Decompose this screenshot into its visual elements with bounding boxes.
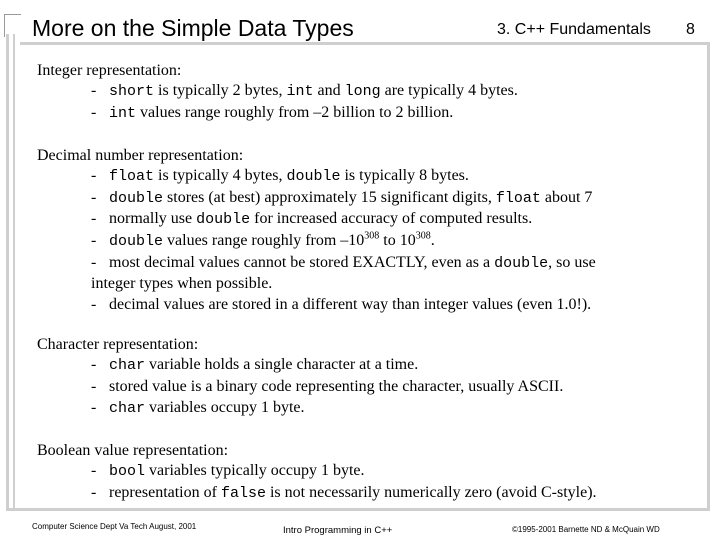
item-text: is typically 2 bytes, — [154, 82, 287, 99]
section-heading: Integer representation: — [37, 62, 182, 79]
page-number: 8 — [686, 21, 695, 38]
item-text: stores (at best) approximately 15 significant digits, — [163, 188, 496, 206]
code-keyword: float — [495, 189, 541, 207]
left-border-bar-inner — [13, 34, 15, 508]
list-item — [37, 253, 702, 275]
character-section — [37, 335, 702, 419]
bullet: - — [91, 356, 97, 374]
code-keyword: double — [109, 232, 164, 250]
code-keyword: long — [344, 83, 381, 100]
section-heading: Character representation: — [37, 336, 199, 354]
integer-section — [37, 61, 702, 124]
left-border-bar — [6, 34, 9, 508]
footer-department: Computer Science Dept Va Tech August, 2001 — [32, 522, 197, 531]
code-keyword: int — [109, 104, 137, 122]
footer-divider — [6, 508, 710, 511]
bullet: - — [91, 103, 97, 121]
bullet: - — [91, 188, 97, 206]
item-text: variables occupy 1 byte. — [145, 398, 305, 416]
right-border — [707, 42, 710, 511]
list-item — [37, 295, 702, 316]
bullet: - — [91, 231, 97, 249]
code-keyword: double — [286, 168, 341, 186]
chapter-label: 3. C++ Fundamentals — [497, 21, 651, 38]
section-heading: Decimal number representation: — [37, 147, 244, 165]
list-item-continuation: integer types when possible. — [91, 275, 273, 293]
list-item — [37, 377, 702, 398]
list-item — [37, 483, 702, 505]
code-keyword: bool — [109, 463, 146, 481]
decimal-section — [37, 146, 702, 315]
exponent: 308 — [415, 230, 431, 242]
section-heading: Boolean value representation: — [37, 442, 229, 460]
item-text: , so use — [548, 253, 596, 271]
item-text: values range roughly from –10 — [163, 231, 365, 249]
item-text: most decimal values cannot be stored EXACTLY, even as a — [109, 253, 495, 271]
bullet: - — [91, 82, 97, 99]
boolean-section — [37, 441, 702, 504]
item-text: variable holds a single character at a time. — [145, 356, 419, 374]
item-text: representation of — [109, 483, 221, 501]
list-item — [37, 231, 702, 253]
list-item — [37, 188, 702, 210]
bullet: - — [91, 398, 97, 416]
item-text: . — [430, 231, 435, 249]
code-keyword: char — [109, 399, 146, 417]
footer-course: Intro Programming in C++ — [283, 525, 393, 536]
bullet: - — [91, 483, 97, 501]
code-keyword: false — [220, 484, 266, 502]
list-item — [37, 166, 702, 188]
item-text: values range roughly from –2 billion to 2 billion. — [136, 103, 454, 121]
item-text: for increased accuracy of computed results. — [250, 210, 533, 228]
bullet: - — [91, 377, 97, 395]
exponent: 308 — [364, 230, 380, 242]
list-item — [37, 461, 702, 483]
slide-body — [37, 61, 702, 504]
item-text: to 10 — [379, 231, 416, 249]
item-text: decimal values are stored in a different way than integer values (even 1.0!). — [109, 295, 592, 313]
item-text: is typically 8 bytes. — [340, 167, 469, 185]
item-text: is not necessarily numerically zero (avoid C-style). — [265, 483, 597, 501]
code-keyword: int — [286, 83, 314, 100]
footer-copyright: ©1995-2001 Barnette ND & McQuain WD — [512, 525, 660, 534]
code-keyword: double — [494, 254, 549, 272]
item-text: is typically 4 bytes, — [154, 167, 287, 185]
item-text: stored value is a binary code representing the character, usually ASCII. — [109, 377, 564, 395]
item-text: and — [313, 82, 345, 99]
bullet: - — [91, 167, 97, 185]
slide-title: More on the Simple Data Types — [32, 15, 354, 41]
code-keyword: double — [109, 189, 164, 207]
code-keyword: float — [109, 168, 155, 186]
item-text: about 7 — [540, 188, 593, 206]
list-item — [37, 398, 702, 420]
code-keyword: double — [196, 211, 251, 229]
bullet: - — [91, 295, 97, 313]
code-keyword: char — [109, 357, 146, 375]
item-text: normally use — [109, 210, 197, 228]
bullet: - — [91, 462, 97, 480]
header-divider — [20, 42, 710, 45]
list-item — [37, 103, 702, 125]
item-text: variables typically occupy 1 byte. — [145, 462, 365, 480]
code-keyword: short — [109, 83, 155, 100]
list-item — [37, 209, 702, 231]
bullet: - — [91, 210, 97, 228]
list-item — [37, 81, 702, 103]
bullet: - — [91, 253, 97, 271]
list-item — [37, 355, 702, 377]
item-text: are typically 4 bytes. — [380, 82, 518, 99]
